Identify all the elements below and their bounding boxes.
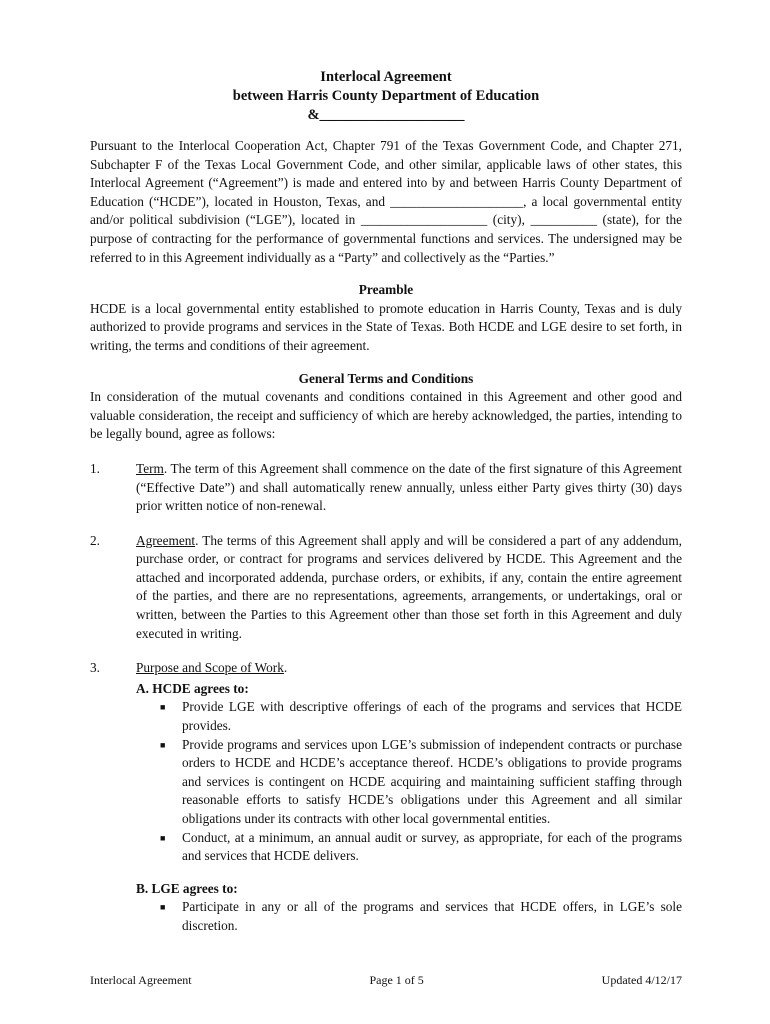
section-number: 3. xyxy=(90,660,100,676)
section-agreement xyxy=(90,532,682,644)
page-footer xyxy=(90,972,682,988)
intro-paragraph: Pursuant to the Interlocal Cooperation Act, Chapter 791 of the Texas Government Code, and Chapter 271, Subchapter F of the Texas Local Government Code, and other similar, applicable laws of other states, this Interlocal Agreement (“Agreement”) is made and entered into by and between Harris County Department of Education (“HCDE”), located in Houston, Texas, and ____________________, a local governmental entity and/or political subdivision (“LGE”), located in ___________________ (city), __________ (state), for the purpose of contracting for the performance of governmental functions and services. The undersigned may be referred to in this Agreement individually as a “Party” and collectively as the “Parties.” xyxy=(90,138,682,265)
section-number: 2. xyxy=(90,532,100,548)
section-title: Purpose and Scope of Work xyxy=(136,660,284,676)
list-item xyxy=(160,698,682,735)
list-item xyxy=(160,829,682,866)
bullet-square-icon: ■ xyxy=(160,832,166,843)
bullet-square-icon: ■ xyxy=(160,739,166,750)
section-text: . The terms of this Agreement shall apply and will be considered a part of any addendum, purchase order, or contract for programs and services delivered by HCDE. This Agreement and the attached and incorporated addenda, purchase orders, or exhibits, if any, contain the entire agreement of the parties, and there are no representations, agreements, arrangements, or undertakings, oral or written, between the Parties to this Agreement other than those set forth in this Agreement and duly executed in writing. xyxy=(136,532,682,641)
section-number: 1. xyxy=(90,460,100,476)
lge-agrees-heading: B. LGE agrees to: xyxy=(136,880,238,896)
list-item-text: Provide programs and services upon LGE’s submission of independent contracts or purchase orders to HCDE and HCDE’s acceptance thereof. HCDE’s obligations to provide programs and services is contingent on HCDE acquiring and maintaining sufficient staffing through reasonable efforts to satisfy HCDE’s obligations under this Agreement and all similar obligations under its contracts with other local governmental entities. xyxy=(182,736,682,826)
title-line-2: between Harris County Department of Education xyxy=(232,88,540,104)
preamble-heading: Preamble xyxy=(358,282,414,298)
preamble-paragraph: HCDE is a local governmental entity established to promote education in Harris County, Texas and is duly authorized to provide programs and services in the State of Texas. Both HCDE and LGE desire to set forth, in writing, the terms and conditions of their agreement. xyxy=(90,300,682,353)
section-term xyxy=(90,460,682,516)
section-body xyxy=(136,532,682,644)
hcde-agrees-heading: A. HCDE agrees to: xyxy=(136,680,249,696)
section-title: Term xyxy=(136,460,164,476)
title-line-3: &____________________ xyxy=(307,107,465,123)
section-purpose-scope xyxy=(90,659,682,935)
document-title xyxy=(90,68,682,125)
bullet-square-icon: ■ xyxy=(160,902,166,913)
footer-page-number: Page 1 of 5 xyxy=(369,973,424,987)
general-terms-heading: General Terms and Conditions xyxy=(298,370,474,386)
hcde-obligations-list xyxy=(136,698,682,865)
list-item-text: Participate in any or all of the programs and services that HCDE offers, in LGE’s sole discretion. xyxy=(182,899,682,933)
list-item xyxy=(160,898,682,935)
list-item-text: Conduct, at a minimum, an annual audit or survey, as appropriate, for each of the programs and services that HCDE delivers. xyxy=(182,829,682,864)
title-line-1: Interlocal Agreement xyxy=(320,69,452,85)
list-item-text: Provide LGE with descriptive offerings of each of the programs and services that HCDE provides. xyxy=(182,699,682,734)
lge-obligations-list xyxy=(136,898,682,935)
section-title: Agreement xyxy=(136,532,196,548)
section-body xyxy=(136,460,682,516)
footer-document-name: Interlocal Agreement xyxy=(90,973,192,987)
section-body xyxy=(136,659,682,935)
general-terms-paragraph: In consideration of the mutual covenants and conditions contained in this Agreement and other good and valuable consideration, the receipt and sufficiency of which are hereby acknowledged, the parties, intending to be legally bound, agree as follows: xyxy=(90,389,682,442)
footer-updated-date: Updated 4/12/17 xyxy=(601,973,682,987)
section-text: . The term of this Agreement shall commence on the date of the first signature of this Agreement (“Effective Date”) and shall automatically renew annually, unless either Party gives thirty (30) days prior written notice of non-renewal. xyxy=(136,460,682,514)
section-text: . xyxy=(283,660,288,676)
list-item xyxy=(160,736,682,829)
bullet-square-icon: ■ xyxy=(160,702,166,713)
